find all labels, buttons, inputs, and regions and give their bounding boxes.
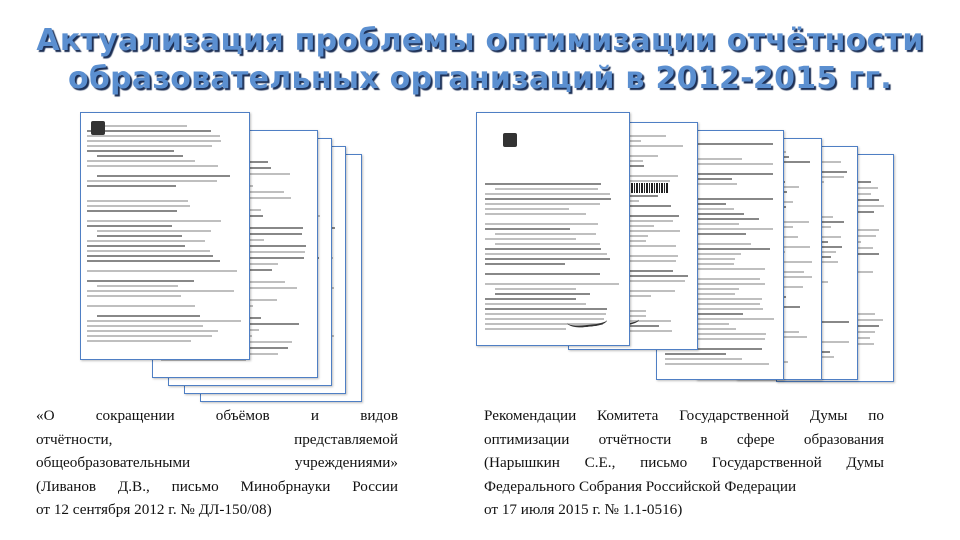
left-caption-line: общеобразовательными учреждениями» — [36, 454, 398, 471]
right-document-caption — [484, 404, 884, 522]
text-line-mark — [87, 140, 221, 142]
text-line-mark — [87, 220, 221, 222]
text-line-mark — [87, 160, 195, 162]
text-line-mark — [87, 305, 195, 307]
slide-title-line-1: Актуализация проблемы оптимизации отчётности — [36, 23, 924, 58]
text-line-mark — [87, 180, 217, 182]
text-line-mark — [87, 200, 188, 202]
text-line-mark — [87, 330, 218, 332]
text-line-mark — [485, 223, 598, 225]
text-line-mark — [87, 245, 185, 247]
scanned-letter-page — [80, 112, 250, 360]
text-line-mark — [485, 238, 576, 240]
text-line-mark — [665, 363, 769, 365]
text-line-mark — [665, 358, 742, 360]
text-line-mark — [87, 340, 191, 342]
left-caption-line: (Ливанов Д.В., письмо Минобрнауки России — [36, 477, 398, 495]
text-line-mark — [485, 258, 610, 260]
text-line-mark — [87, 135, 220, 137]
text-line-mark — [97, 125, 187, 127]
text-line-mark — [87, 255, 213, 257]
left-caption-line: от 12 сентября 2012 г. № ДЛ-150/08) — [36, 501, 272, 518]
text-line-mark — [485, 308, 607, 310]
text-line-mark — [87, 335, 212, 337]
right-caption-line: Федерального Собрания Российской Федерации — [484, 477, 797, 495]
text-line-mark — [495, 243, 600, 245]
right-caption-line: Рекомендации Комитета Государственной Думы по — [484, 407, 884, 424]
text-line-mark — [485, 213, 586, 215]
text-line-mark — [485, 208, 569, 210]
text-line-mark — [495, 288, 576, 290]
left-caption-line: отчётности, представляемой — [36, 430, 398, 448]
text-line-mark — [97, 285, 178, 287]
text-line-mark — [87, 205, 190, 207]
text-line-mark — [485, 328, 566, 330]
text-line-mark — [97, 175, 230, 177]
scanned-letter-page — [476, 112, 630, 346]
text-line-mark — [87, 240, 205, 242]
text-line-mark — [87, 165, 218, 167]
text-line-mark — [97, 315, 200, 317]
left-caption-line: «О сокращении объёмов и видов — [36, 407, 398, 424]
text-line-mark — [485, 193, 610, 195]
text-line-mark — [97, 235, 182, 237]
text-line-mark — [485, 228, 570, 230]
text-line-mark — [87, 320, 241, 322]
text-line-mark — [87, 270, 237, 272]
text-line-mark — [485, 248, 601, 250]
text-line-mark — [495, 188, 598, 190]
right-caption-line: оптимизации отчётности в сфере образования — [484, 430, 884, 448]
text-line-mark — [495, 293, 590, 295]
text-line-mark — [485, 198, 611, 200]
slide-title — [0, 22, 960, 98]
text-line-mark — [87, 295, 181, 297]
right-document-stack — [476, 112, 896, 402]
text-line-mark — [87, 185, 176, 187]
text-line-mark — [485, 183, 601, 185]
text-line-mark — [485, 263, 565, 265]
coat-of-arms-icon — [91, 121, 105, 135]
text-line-mark — [87, 280, 194, 282]
text-line-mark — [485, 298, 576, 300]
text-line-mark — [87, 210, 177, 212]
text-line-mark — [87, 250, 210, 252]
text-line-mark — [495, 233, 596, 235]
text-line-mark — [87, 260, 220, 262]
right-caption-line: (Нарышкин С.Е., письмо Государственной Думы — [484, 454, 884, 471]
text-line-mark — [87, 325, 203, 327]
slide-title-line-2: образовательных организаций в 2012-2015 гг. — [68, 61, 892, 96]
text-line-mark — [665, 353, 726, 355]
text-line-mark — [485, 283, 619, 285]
left-document-stack — [80, 112, 370, 402]
right-caption-line: от 17 июля 2015 г. № 1.1-0516) — [484, 501, 683, 518]
text-line-mark — [87, 145, 212, 147]
text-line-mark — [485, 273, 600, 275]
text-line-mark — [87, 130, 211, 132]
left-document-caption — [36, 404, 398, 522]
text-line-mark — [97, 155, 183, 157]
text-line-mark — [485, 203, 600, 205]
text-line-mark — [87, 290, 234, 292]
text-line-mark — [87, 150, 174, 152]
text-line-mark — [485, 253, 607, 255]
text-line-mark — [87, 225, 172, 227]
coat-of-arms-icon — [503, 133, 517, 147]
text-line-mark — [485, 303, 586, 305]
text-line-mark — [97, 230, 211, 232]
